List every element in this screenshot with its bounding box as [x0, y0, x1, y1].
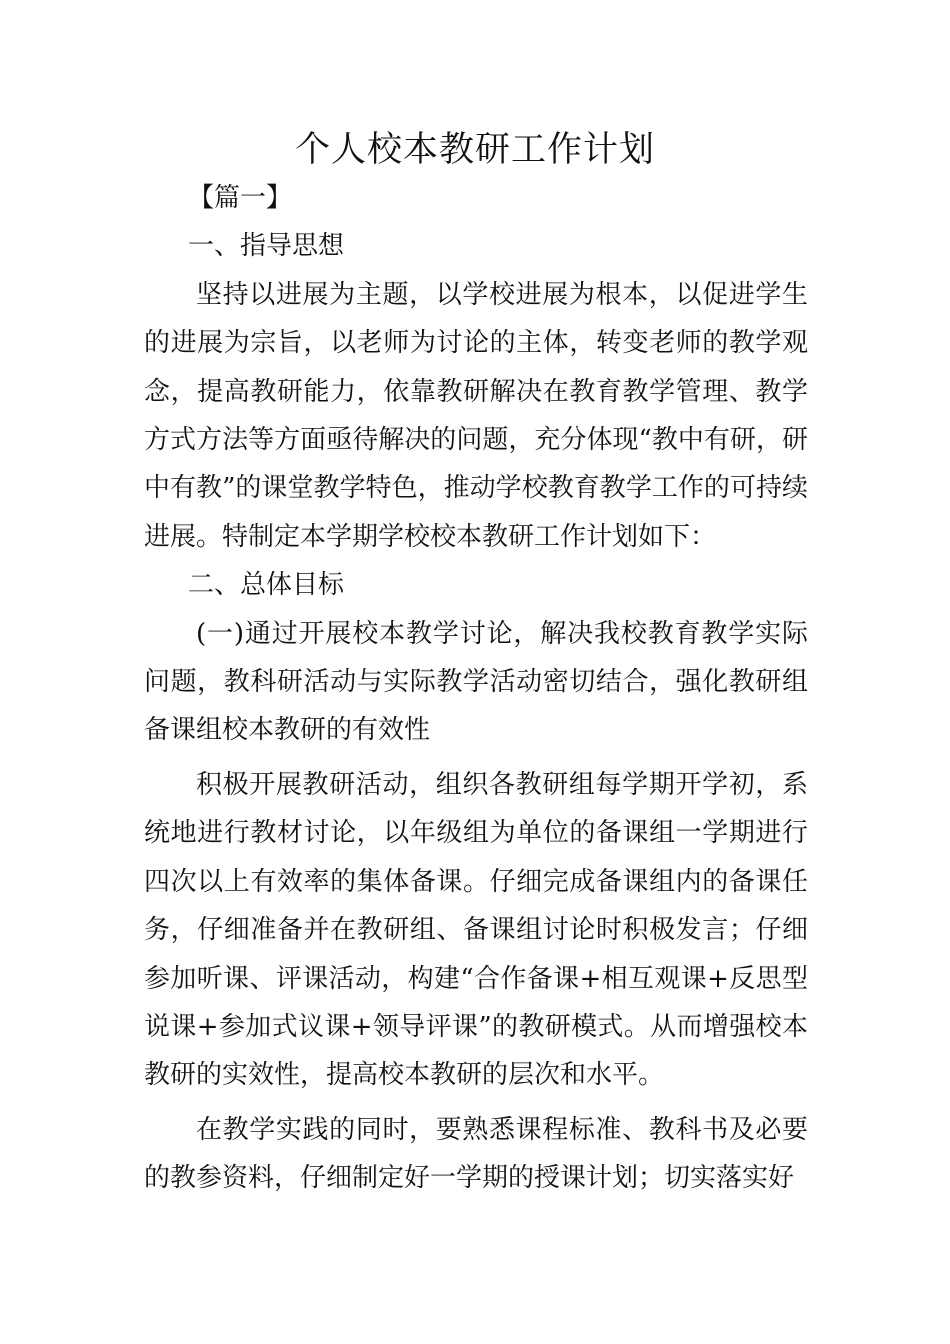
- paragraph-goal-one: (一)通过开展校本教学讨论，解决我校教育教学实际问题，教科研活动与实际教学活动密切结合，强化教研组备课组校本教研的有效性: [144, 618, 808, 746]
- document-body: [144, 174, 808, 1203]
- section-label: 【篇一】: [188, 183, 293, 213]
- document-title: 个人校本教研工作计划: [294, 130, 655, 170]
- paragraph-guiding-ideology: 坚持以进展为主题，以学校进展为根本，以促进学生的进展为宗旨，以老师为讨论的主体，转变老师的教学观念，提高教研能力，依靠教研解决在教育教学管理、教学方式方法等方面亟待解决的问题，充分体现“教中有研，研中有教”的课堂教学特色，推动学校教育教学工作的可持续进展。特制定本学期学校校本教研工作计划如下：: [144, 279, 808, 552]
- heading-guiding-ideology: 一、指导思想: [188, 231, 345, 262]
- paragraph-teaching-practice: 在教学实践的同时，要熟悉课程标准、教科书及必要的教参资料，仔细制定好一学期的授课计划；切实落实好: [144, 1114, 808, 1194]
- heading-overall-goals: 二、总体目标: [188, 570, 345, 601]
- paragraph-teaching-research: 积极开展教研活动，组织各教研组每学期开学初，系统地进行教材讨论，以年级组为单位的备课组一学期进行四次以上有效率的集体备课。仔细完成备课组内的备课任务，仔细准备并在教研组、备课组讨论时积极发言；仔细参加听课、评课活动，构建“合作备课+相互观课+反思型说课+参加式议课+领导评课”的教研模式。从而增强校本教研的实效性，提高校本教研的层次和水平。: [144, 769, 808, 1091]
